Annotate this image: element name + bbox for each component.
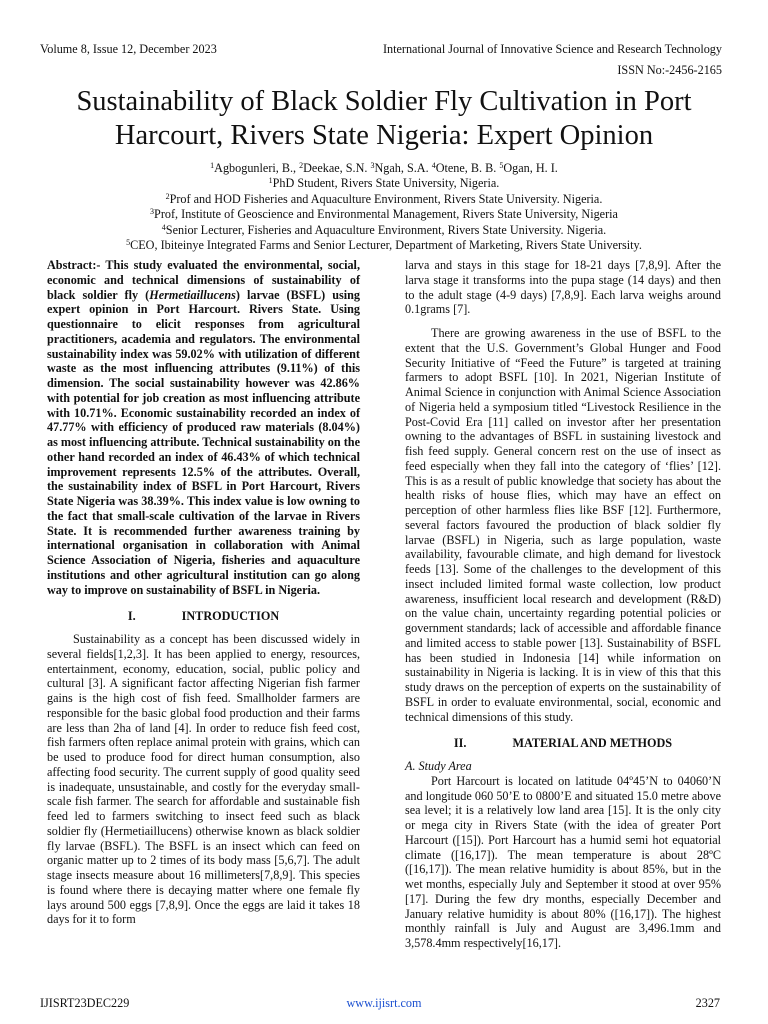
running-header-journal: International Journal of Innovative Science and Research Technology	[382, 42, 722, 56]
intro-paragraph: There are growing awareness in the use of BSFL to the extent that the U.S. Government’s Global Hunger and Food Security Initiative of “Feed the Future” is targeted at training farmers to adopt BSFL [10]. In 2021, Nigerian Institute of Animal Science in conjunction with Animal Science Association of Nigeria held a symposium titled “Livestock Resilience in the Post-Covid Era [11] called on investor after her presentation owning to the advantages of BSFL in sustaining livestock and fish feed supply. General concern rest on the use of insect as feed especially when they fall into the category of ‘flies’ [12]. This is as a result of public knowledge that society has about the health risks of house flies, which may have an effect on perception of other harmless flies like BSF [12]. Furthermore, several factors favoured the production of black soldier fly larvae (BSFL) in Nigeria, such as large population, waste availability, favourable climate, and high demand for livestock feeds [13]. Some of the challenges to the development of this insect included limited formal waste collection, low product awareness, insufficient local research and development (R&D) on the value chain, uncertainty regarding potential policies or government standards; lack of accessible and affordable finance and limited access to stable power [13]. Sustainability of BSFL has been studied in Indonesia [14] while information on sustainability in Nigeria is lacking. It is in view of this that this study draws on the perception of experts on the sustainability of BSFL in order to evaluate environmental, social, economic and technical dimensions of this study.	[405, 326, 721, 724]
author-sup: 1	[210, 161, 215, 170]
affiliation	[40, 192, 728, 207]
section-title: MATERIAL AND METHODS	[512, 736, 673, 751]
affiliation-sup: 4	[161, 222, 166, 232]
intro-continued-paragraph: larva and stays in this stage for 18-21 days [7,8,9]. After the larva stage it transforms into the pupa stage (14 days) and then to the adult stage (4-9 days) [7,8,9]. Each larva weighs around 0.1grams [7].	[405, 258, 721, 317]
author-name: Deekae, S.N.	[303, 161, 371, 175]
footer-website-link[interactable]: www.ijisrt.com	[346, 996, 422, 1010]
footer-paper-code: IJISRT23DEC229	[40, 996, 130, 1010]
section-heading-introduction	[47, 609, 360, 624]
affiliation	[40, 238, 728, 253]
author-sup: 5	[499, 161, 504, 170]
section-title: INTRODUCTION	[181, 609, 280, 624]
author-name: Ngah, S.A.	[374, 161, 432, 175]
affiliation-sup: 5	[126, 238, 131, 248]
abstract-text: ) larvae (BSFL) using expert opinion in Port Harcourt. Rivers State. Using questionnaire to elicit responses from agricultural practitioners, academia and regulators. The environmental sustainability index was 59.02% with utilization of different waste as the most influencing attributes (9.11%) of this dimension. The social sustainability however was 42.86% with potential for job creation as most influencing attribute with 10.71%. Economic sustainability recorded an index of 47.77% with efficiency of produced raw materials (8.04%) as most influencing attribute. Technical sustainability on the other hand recorded an index of 46.43% of which technical improvement represents 12.5% of the attributes. Overall, the sustainability index of BSFL in Port Harcourt, Rivers State Nigeria was 38.39%. This index value is low owning to the fact that small-scale cultivation of the larvae in Rivers State. It is recommended further awareness training by international organisation in collaboration with Animal Science Association of Nigeria, fisheries and aquaculture institutions and other agricultural institution can go along way to improve on sustainability of BSFL in Nigeria.	[47, 287, 360, 597]
abstract-species: Hermetiaillucens	[149, 287, 236, 302]
paper-title: Sustainability of Black Soldier Fly Cultivation in Port Harcourt, Rivers State Nigeria: Expert Opinion	[76, 86, 692, 151]
affiliation-text: Prof, Institute of Geoscience and Environmental Management, Rivers State University, Nigeria	[154, 207, 618, 222]
affiliation	[40, 223, 728, 238]
affiliation-sup: 2	[165, 191, 170, 201]
affiliation-sup: 1	[268, 176, 273, 186]
issn-number: ISSN No:-2456-2165	[617, 63, 722, 77]
affiliation-text: PhD Student, Rivers State University, Nigeria.	[272, 176, 500, 191]
affiliation	[40, 176, 728, 191]
running-header-volume: Volume 8, Issue 12, December 2023	[40, 42, 217, 56]
author-sup: 3	[370, 161, 375, 170]
affiliation-text: CEO, Ibiteinye Integrated Farms and Senior Lecturer, Department of Marketing, Rivers State University.	[130, 238, 642, 253]
author-block	[40, 161, 728, 253]
affiliation-text: Prof and HOD Fisheries and Aquaculture Environment, Rivers State University. Nigeria.	[169, 191, 603, 206]
affiliation	[40, 207, 728, 222]
affiliation-sup: 3	[150, 207, 155, 217]
author-sup: 4	[431, 161, 436, 170]
author-list	[40, 161, 728, 176]
intro-paragraph: Sustainability as a concept has been discussed widely in several fields[1,2,3]. It has been applied to energy, resources, entertainment, economy, education, social, public policy and cultural [3]. A significant factor affecting Nigerian fish farmer gains is the high cost of fish feed. Smallholder farmers are responsible for the basic global food production and their farms are less than 2ha of land [4]. In order to reduce fish feed cost, fish farmers often replace animal protein with grains, which can be used to produce food for direct human consumption, also affecting food security. The current supply of good quality seed is inadequate, unsustainable, and costly for the everyday small-scale fish farmer. The search for affordable and sustainable fish feed led to farmers switching to insect feed such as black soldier fly (Hermetiaillucens) otherwise known as black soldier fly larvae (BSFL). The BSFL is an insect which can feed on organic matter up to 2 times of its body mass [5,6,7]. The adult stage insects measure about 16 millimeters[7,8,9]. This species is found where there is decaying matter where one female fly lays around 500 eggs [7,8,9]. Once the eggs are laid it takes 18 days for it to form	[47, 632, 360, 927]
section-number: II.	[453, 736, 467, 751]
affiliation-text: Senior Lecturer, Fisheries and Aquaculture Environment, Rivers State University. Nigeria.	[165, 222, 607, 237]
section-number: I.	[127, 609, 136, 624]
study-area-paragraph: Port Harcourt is located on latitude 04º45’N to 04060’N and longitude 060 50’E to 0800’E and situated 15.0 metre above sea level; it is a relatively low land area [15]. It is the only city or mega city in Rivers State (with the idea of greater Port Harcourt ([15]). Port Harcourt has a humid semi hot equatorial climate ([16,17]). The mean temperature is about 28ºC ([16,17]). The mean relative humidity is about 85%, but in the wet months, especially July and September it stood at over 95% [17]. During the few dry months, especially December and January relative humidity is about 80% ([16,17]). The highest monthly rainfall is July and August are 3,496.1mm and 3,578.4mm respectively[16,17].	[405, 773, 721, 950]
footer-page-number: 2327	[695, 996, 720, 1010]
author-name: Otene, B. B.	[435, 161, 500, 175]
author-name: Agbogunleri, B.,	[214, 161, 300, 175]
author-sup: 2	[299, 161, 304, 170]
section-heading-methods	[405, 736, 721, 751]
subsection-heading-study-area: A. Study Area	[405, 759, 472, 773]
author-name: Ogan, H. I.	[503, 161, 558, 175]
abstract	[47, 258, 360, 597]
right-column	[405, 258, 721, 951]
abstract-text: Abstract:- This study evaluated the environmental, social, economic and technical dimensions of sustainability of black soldier fly (	[47, 258, 360, 302]
left-column	[47, 258, 360, 927]
